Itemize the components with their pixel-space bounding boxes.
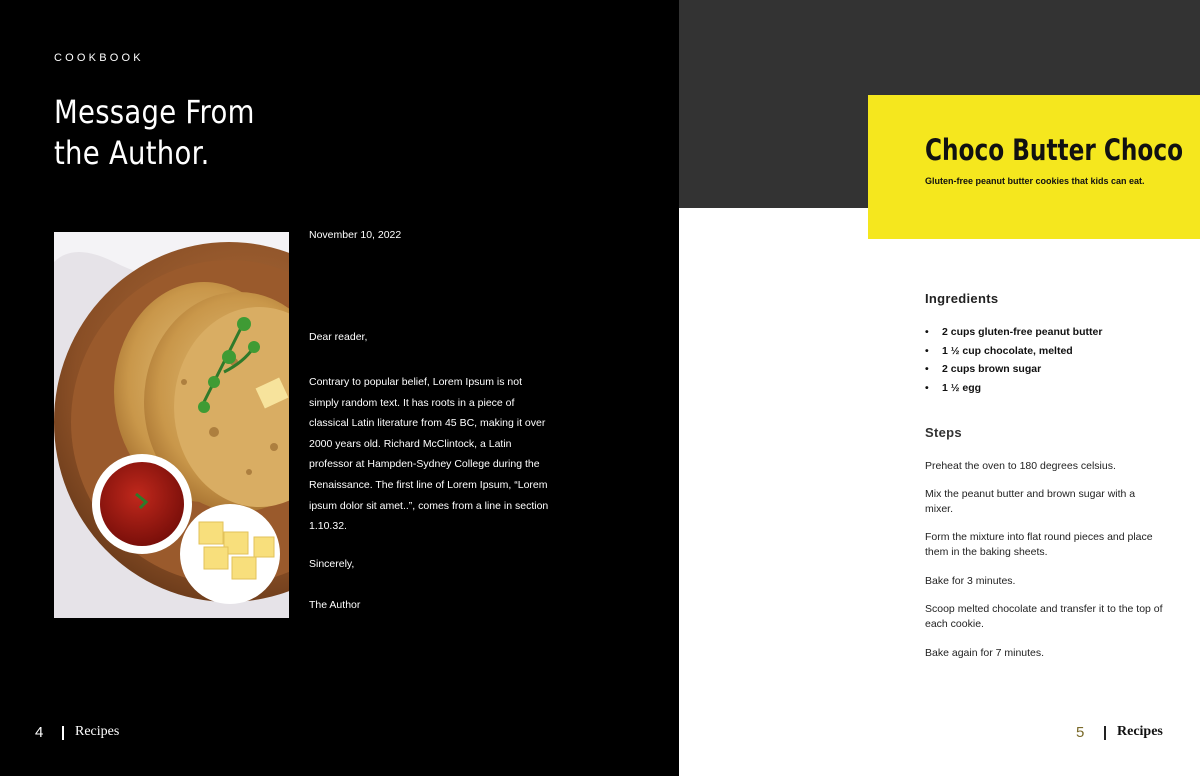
eyebrow-label: COOKBOOK xyxy=(54,52,144,64)
bullet-icon: • xyxy=(925,326,929,338)
ingredients-list xyxy=(925,323,1102,398)
letter-signoff: Sincerely, xyxy=(309,558,355,570)
letter-salutation: Dear reader, xyxy=(309,331,368,343)
heading-line-2: the Author. xyxy=(54,134,210,172)
ingredient-text: 2 cups brown sugar xyxy=(942,363,1042,376)
bullet-icon: • xyxy=(925,344,929,357)
page-label-left: Recipes xyxy=(75,724,120,739)
steps-heading: Steps xyxy=(925,425,962,440)
page-divider-left xyxy=(62,726,64,740)
step-2: Mix the peanut butter and brown sugar with a mixer. xyxy=(925,488,1136,515)
recipe-title-box xyxy=(868,95,1200,239)
recipe-title: Choco Butter Choco xyxy=(925,133,1184,167)
ingredient-text: 1 ½ egg xyxy=(942,382,982,395)
step-1: Preheat the oven to 180 degrees celsius. xyxy=(925,460,1116,472)
ingredients-heading: Ingredients xyxy=(925,291,999,306)
right-page xyxy=(679,0,1200,776)
page-heading xyxy=(54,92,278,174)
recipe-subtitle: Gluten-free peanut butter cookies that kids can eat. xyxy=(925,176,1145,186)
ingredient-text: 2 cups gluten-free peanut butter xyxy=(942,326,1103,338)
bullet-icon: • xyxy=(925,382,929,395)
list-item xyxy=(925,342,1102,361)
ingredient-text: 1 ½ cup chocolate, melted xyxy=(942,344,1073,357)
page-number-left: 4 xyxy=(35,724,44,741)
heading-line-1: Message From xyxy=(54,93,255,131)
page-divider-right xyxy=(1104,726,1106,740)
step-5: Scoop melted chocolate and transfer it to the top of each cookie. xyxy=(925,603,1163,630)
paratha-photo xyxy=(54,232,289,618)
paratha-plate-illustration xyxy=(54,232,289,618)
letter-author: The Author xyxy=(309,599,361,611)
step-3: Form the mixture into flat round pieces and place them in the baking sheets. xyxy=(925,531,1153,558)
bullet-icon: • xyxy=(925,363,929,376)
list-item xyxy=(925,360,1102,379)
letter-date: November 10, 2022 xyxy=(309,229,402,241)
list-item xyxy=(925,379,1102,398)
page-number-right: 5 xyxy=(1076,724,1085,741)
step-6: Bake again for 7 minutes. xyxy=(925,647,1045,659)
page-label-right: Recipes xyxy=(1117,724,1163,739)
letter-body: Contrary to popular belief, Lorem Ipsum is not simply random text. It has roots in a piece of classical Latin literature from 45 BC, making it over 2000 years old. Richard McClintock, a Latin professor at Hampden-Sydney College during the Renaissance. The first line of Lorem Ipsum, “Lorem ipsum dolor sit amet..”, comes from a line in section 1.10.32. xyxy=(309,376,549,533)
step-4: Bake for 3 minutes. xyxy=(925,575,1016,587)
list-item xyxy=(925,323,1102,342)
